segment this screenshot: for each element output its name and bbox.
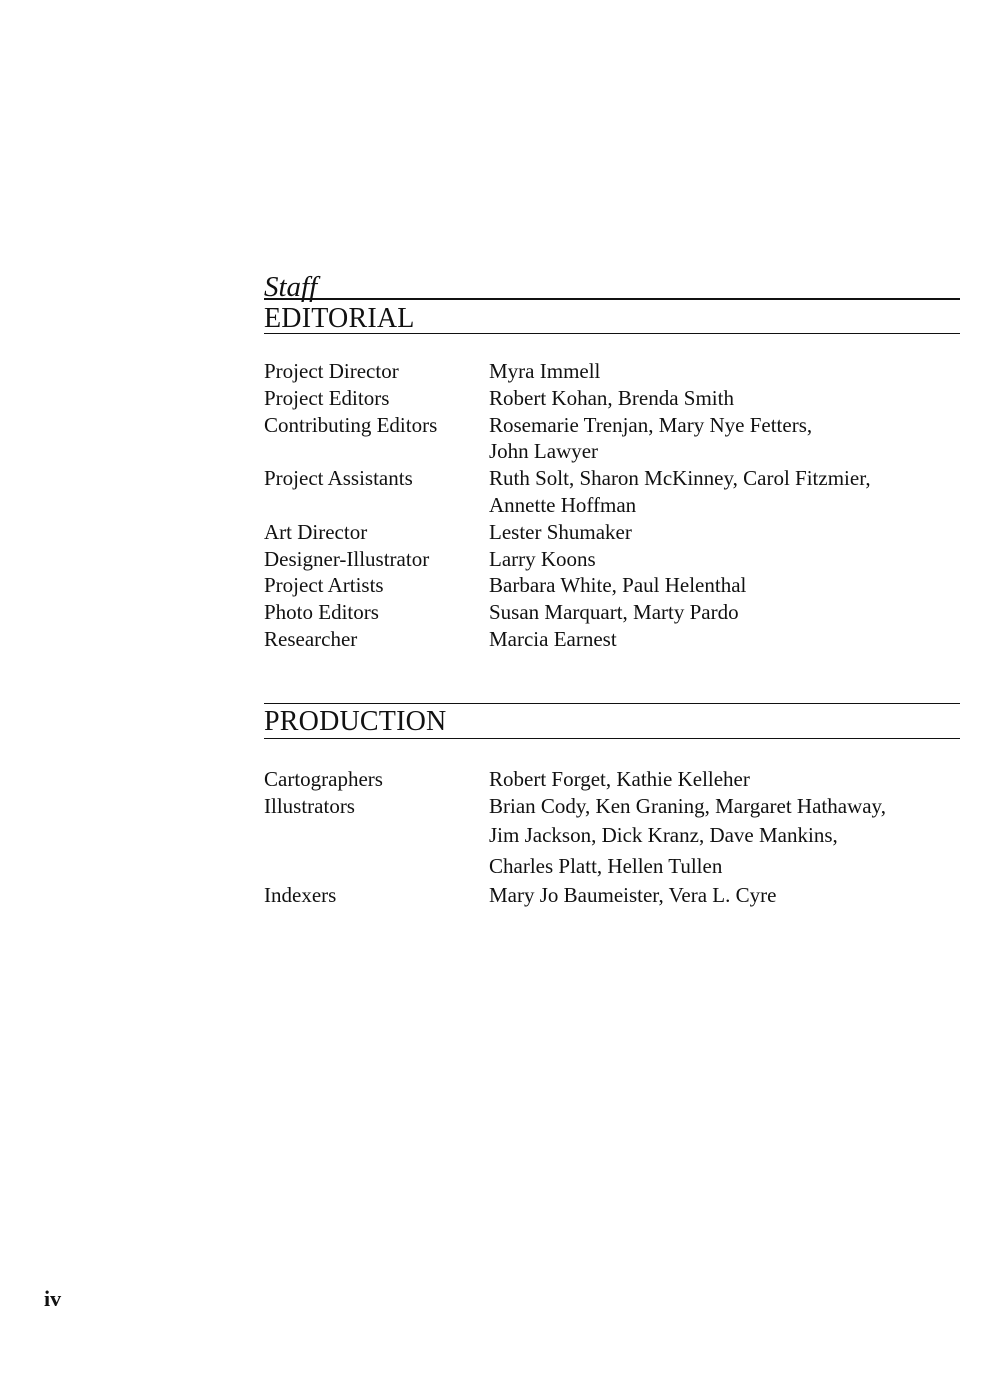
credit-row: [264, 519, 960, 546]
credit-role: Contributing Editors: [264, 412, 438, 437]
production-rule: [264, 738, 960, 739]
credit-names: [489, 358, 960, 385]
credit-row: [264, 766, 960, 793]
credit-name-line: Charles Platt, Hellen Tullen: [489, 853, 723, 878]
credit-row: [264, 599, 960, 626]
credit-role: Indexers: [264, 882, 337, 907]
credit-name-line: Barbara White, Paul Helenthal: [489, 573, 747, 598]
credit-names: [489, 766, 960, 793]
production-heading: PRODUCTION: [264, 706, 447, 737]
page-number: iv: [44, 1286, 62, 1311]
credit-role: Illustrators: [264, 793, 355, 818]
credit-name-line: Susan Marquart, Marty Pardo: [489, 600, 739, 625]
credit-role: Project Assistants: [264, 466, 413, 491]
credit-row: [264, 358, 960, 385]
editorial-rule: [264, 333, 960, 334]
credit-names: [489, 412, 960, 466]
credit-name-line: Robert Forget, Kathie Kelleher: [489, 767, 750, 791]
credit-name-line: Larry Koons: [489, 546, 596, 571]
credit-role: Project Artists: [264, 573, 384, 598]
credit-names: [489, 385, 960, 412]
editorial-heading: EDITORIAL: [264, 303, 415, 334]
credit-name-line: Myra Immell: [489, 359, 601, 383]
credit-row: [264, 546, 960, 573]
credit-row: [264, 882, 960, 909]
credit-name-line: Rosemarie Trenjan, Mary Nye Fetters,: [489, 412, 813, 437]
credit-name-line: Annette Hoffman: [489, 492, 637, 517]
credit-name-line: Brian Cody, Ken Graning, Margaret Hathaway,: [489, 793, 886, 818]
credit-name-line: Marcia Earnest: [489, 626, 617, 651]
credit-names: [489, 465, 960, 519]
credit-name-line: Jim Jackson, Dick Kranz, Dave Mankins,: [489, 822, 838, 847]
credit-role: Cartographers: [264, 767, 383, 791]
credit-row: [264, 385, 960, 412]
title-rule: [264, 298, 960, 300]
credit-role: Project Director: [264, 359, 399, 383]
credit-role: Photo Editors: [264, 600, 379, 625]
credit-names: [489, 626, 960, 653]
credit-row: [264, 626, 960, 653]
credit-role: Art Director: [264, 519, 368, 544]
credit-row: [264, 465, 960, 519]
credit-names: [489, 599, 960, 626]
page-title: Staff: [264, 271, 318, 303]
credit-name-line: Lester Shumaker: [489, 519, 632, 544]
credit-names: [489, 546, 960, 573]
production-credit-list: [264, 766, 960, 908]
credit-name-line: Ruth Solt, Sharon McKinney, Carol Fitzmier,: [489, 466, 871, 491]
credit-row: [264, 412, 960, 466]
credit-role: Project Editors: [264, 385, 390, 410]
production-top-rule: [264, 703, 960, 704]
credit-name-line: Mary Jo Baumeister, Vera L. Cyre: [489, 882, 777, 907]
editorial-credit-list: [264, 358, 960, 653]
credit-name-line: John Lawyer: [489, 439, 599, 464]
credit-row: [264, 793, 960, 882]
credit-role: Researcher: [264, 626, 358, 651]
credit-role: Designer-Illustrator: [264, 546, 430, 571]
credit-names: [489, 793, 960, 882]
credit-names: [489, 519, 960, 546]
credit-names: [489, 882, 960, 909]
credit-names: [489, 572, 960, 599]
credit-row: [264, 572, 960, 599]
credit-name-line: Robert Kohan, Brenda Smith: [489, 385, 734, 410]
